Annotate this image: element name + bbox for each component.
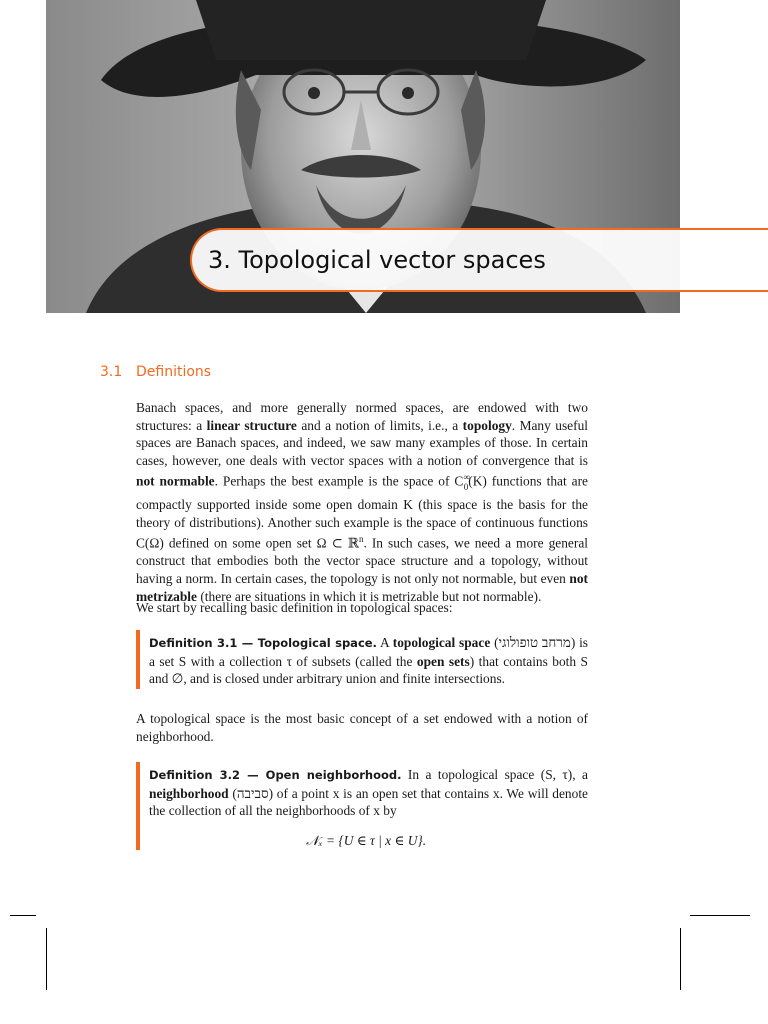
superscript: n [358,534,364,545]
bold-term: linear structure [206,417,297,433]
text-run: . In such cases, we need a more general construct that embodies both the vector space structure and a topology, without having a norm. In certain cases, the topology is not only not normable, but even [136,535,588,586]
text-run: (סביבה) of a point x is an open set that contains x. We will denote the collection of all the neighborhoods of x by [149,785,588,819]
bold-term: topological space [392,635,491,650]
neighborhood-formula: 𝒩ₓ = {U ∈ τ | x ∈ U}. [306,833,427,848]
text-run: A [376,635,393,650]
section-heading [100,364,211,380]
bold-term: topology [462,417,512,433]
text-run: (מרחב טופולוגי) is a set S with a collection τ of subsets (called the [149,635,589,669]
definition-label: Definition 3.2 — Open neighborhood. [149,768,402,782]
crop-mark-left-vertical [46,928,47,990]
topological-space-paragraph: A topological space is the most basic concept of a set endowed with a notion of neighborhood. [136,711,588,744]
text-run: (K) functions that are compactly supported inside some open domain K (this space is the basis for the theory of distributions). Another such example is the space of continuous functions C(Ω) defined on some open set Ω ⊂ ℝ [136,473,588,551]
text-run: . Perhaps the best example is the space of C [214,473,464,489]
crop-mark-right-horizontal [690,915,750,916]
subscript: 0 [463,481,469,492]
bold-term: not normable [136,473,215,489]
definition-text [149,762,588,820]
crop-mark-right-vertical [680,928,681,990]
definition-text [149,630,588,688]
crop-mark-left-horizontal [10,915,36,916]
section-title: Definitions [136,364,212,380]
text-run: and a notion of limits, i.e., a [296,417,463,433]
recall-paragraph: We start by recalling basic definition in topological spaces: [136,600,453,615]
bold-term: not metrizable [136,570,588,604]
definition-box-3-1 [136,630,588,689]
text-run: (there are situations in which it is metrizable but not normable). [196,588,542,604]
text-run: Banach spaces, and more generally normed spaces, are endowed with two structures: a [136,400,588,433]
intro-paragraph [136,399,588,605]
superscript: ∞ [463,472,470,483]
section-number: 3.1 [100,364,123,380]
text-run: In a topological space (S, τ), a [401,767,588,782]
definition-label: Definition 3.1 — Topological space. [149,636,377,650]
text-run: ) that contains both S and ∅, and is closed under arbitrary union and finite intersections. [149,653,588,687]
text-run: . Many useful spaces are Banach spaces, and indeed, we saw many examples of those. In certain cases, however, one deals with vector spaces with a notion of convergence that is [136,417,588,468]
bold-term: open sets [416,653,470,669]
chapter-title: 3. Topological vector spaces [208,246,546,274]
bold-term: neighborhood [149,785,229,801]
